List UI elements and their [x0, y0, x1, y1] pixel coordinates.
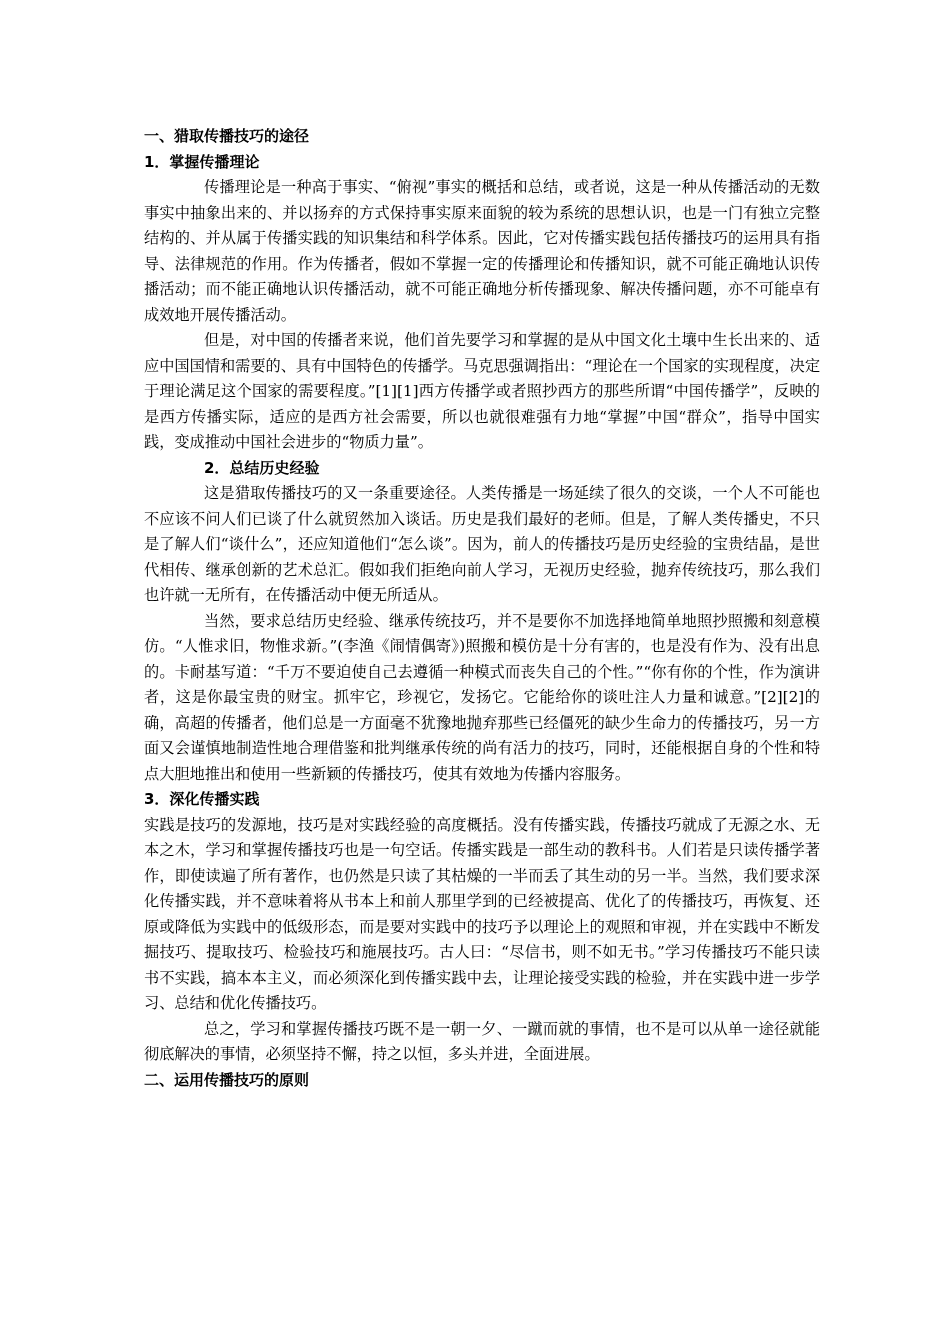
paragraph-2: 但是，对中国的传播者来说，他们首先要学习和掌握的是从中国文化土壤中生长出来的、适应中国国情和需要的、具有中国特色的传播学。马克思强调指出：“理论在一个国家的实现程度，决定于理论满足这个国家的需要程度。”[1][1]西方传播学或者照抄西方的那些所谓“中国传播学”，反映的是西方传播实际，适应的是西方社会需要，所以也就很难强有力地“掌握”中国“群众”，指导中国实践，变成推动中国社会进步的“物质力量”。: [144, 331, 821, 451]
subsection-heading-1: 1．掌握传播理论: [144, 152, 260, 171]
paragraph-4: 当然，要求总结历史经验、继承传统技巧，并不是要你不加选择地简单地照抄照搬和刻意模仿。“人惟求旧，物惟求新。”(李渔《闹情偶寄》)照搬和模仿是十分有害的，也是没有作为、没有出息的。卡耐基写道：“千万不要迫使自己去遵循一种模式而丧失自己的个性。”“你有你的个性，作为演讲者，这是你最宝贵的财宝。抓牢它，珍视它，发扬它。它能给你的谈吐注人力量和诚意。”[2][2]的确，高超的传播者，他们总是一方面毫不犹豫地抛弃那些已经僵死的缺少生命力的传播技巧，另一方面又会谨慎地制造性地合理借鉴和批判继承传统的尚有活力的技巧，同时，还能根据自身的个性和特点大胆地推出和使用一些新颖的传播技巧，使其有效地为传播内容服务。: [144, 611, 820, 783]
subsection-heading-3: 3．深化传播实践: [144, 790, 260, 808]
paragraph-3: 这是猎取传播技巧的又一条重要途径。人类传播是一场延续了很久的交谈，一个人不可能也不应该不问人们已谈了什么就贸然加入谈话。历史是我们最好的老师。但是，了解人类传播史，不只是了解人们“谈什么”，还应知道他们“怎么谈”。因为，前人的传播技巧是历史经验的宝贵结晶，是世代相传、继承创新的艺术总汇。假如我们拒绝向前人学习，无视历史经验，抛弃传统技巧，那么我们也许就一无所有，在传播活动中便无所适从。: [144, 484, 820, 604]
document-page: [144, 124, 820, 1093]
section-heading-2: 二、运用传播技巧的原则: [144, 1070, 310, 1089]
paragraph-1: 传播理论是一种高于事实、“俯视”事实的概括和总结，或者说，这是一种从传播活动的无数事实中抽象出来的、并以扬弃的方式保持事实原来面貌的较为系统的思想认识，也是一门有独立完整结构的、并从属于传播实践的知识集结和科学体系。因此，它对传播实践包括传播技巧的运用具有指导、法律规范的作用。作为传播者，假如不掌握一定的传播理论和传播知识，就不可能正确地认识传播活动；而不能正确地认识传播活动，就不可能正确地分析传播现象、解决传播问题，亦不可能卓有成效地开展传播活动。: [144, 178, 820, 324]
paragraph-5: 实践是技巧的发源地，技巧是对实践经验的高度概括。没有传播实践，传播技巧就成了无源之水、无本之木，学习和掌握传播技巧也是一句空话。传播实践是一部生动的教科书。人们若是只读传播学著作，即使读遍了所有著作，也仍然是只读了其枯燥的一半而丢了其生动的另一半。当然，我们要求深化传播实践，并不意味着将从书本上和前人那里学到的已经被提高、优化了的传播技巧，再恢复、还原或降低为实践中的低级形态，而是要对实践中的技巧予以理论上的观照和审视，并在实践中不断发掘技巧、提取技巧、检验技巧和施展技巧。古人曰：“尽信书，则不如无书。”学习传播技巧不能只读书不实践，搞本本主义，而必须深化到传播实践中去，让理论接受实践的检验，并在实践中进一步学习、总结和优化传播技巧。: [144, 815, 820, 1012]
paragraph-6: 总之，学习和掌握传播技巧既不是一朝一夕、一蹴而就的事情，也不是可以从单一途径就能彻底解决的事情，必须坚持不懈，持之以恒，多头并进，全面进展。: [144, 1019, 820, 1063]
section-heading-1: 一、猎取传播技巧的途径: [144, 127, 310, 145]
subsection-heading-2: 2．总结历史经验: [204, 458, 320, 477]
